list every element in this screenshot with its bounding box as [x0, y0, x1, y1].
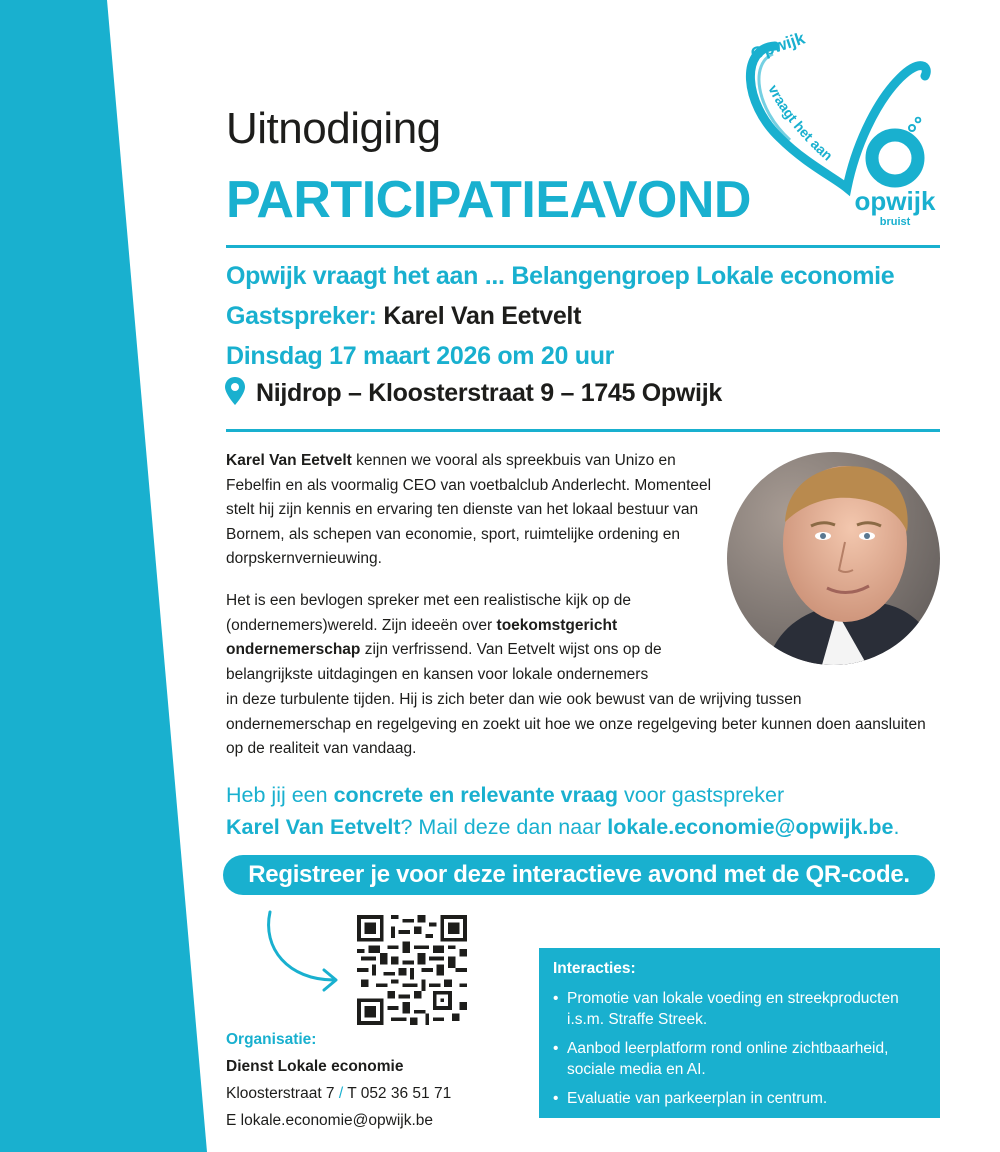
- organisation-separator: /: [338, 1085, 344, 1102]
- organisation-name: Dienst Lokale economie: [226, 1058, 404, 1075]
- info-location: Nijdrop – Kloosterstraat 9 – 1745 Opwijk: [256, 379, 722, 407]
- organisation-block: [226, 1026, 451, 1134]
- question-pre: Heb jij een: [226, 783, 334, 807]
- desc-bold: toekomstgericht ondernemerschap: [226, 616, 618, 659]
- speaker-photo: [727, 452, 940, 665]
- logo-tag: bruist: [879, 216, 911, 228]
- organisation-label: Organisatie:: [226, 1031, 317, 1048]
- logo-heart-arc-text: vraagt het aan: [765, 82, 836, 164]
- divider-bottom: [226, 429, 940, 432]
- interactions-list: [553, 988, 926, 1109]
- question-email-link[interactable]: lokale.economie@opwijk.be: [607, 815, 894, 839]
- info-datetime: Dinsdag 17 maart 2026 om 20 uur: [226, 342, 615, 370]
- curved-arrow-icon: [258, 908, 348, 998]
- interactions-title: Interacties:: [553, 960, 636, 977]
- opwijk-logo: [735, 28, 950, 238]
- question-end: .: [893, 815, 900, 839]
- divider-top: [226, 245, 940, 248]
- organisation-phone: T 052 36 51 71: [343, 1085, 452, 1102]
- info-organizer: Opwijk vraagt het aan ... Belangengroep Lokale economie: [226, 262, 895, 290]
- logo-word: opwijk: [854, 186, 936, 216]
- speaker-label: Gastspreker:: [226, 302, 377, 330]
- question-mid1: voor gastspreker: [618, 783, 785, 807]
- speaker-description-b: in deze turbulente tijden. Hij is zich beter dan wie ook bewust van de wrijving tussen ondernemerschap en regelgeving en zoekt uit hoe we onze regelgeving beter kunnen doen aansluiten op de realiteit van vandaag.: [226, 691, 926, 758]
- speaker-description-a: [226, 589, 716, 687]
- desc-part2: zijn verfrissend. Van Eetvelt wijst ons op de belangrijkste uitdagingen en kansen voor lokale ondernemers: [226, 641, 662, 683]
- organisation-contact: [226, 1080, 451, 1107]
- location-pin-icon: [224, 376, 246, 406]
- bio-text: kennen we vooral als spreekbuis van Unizo en Febelfin en als voormalig CEO van voetbalclub Anderlecht. Momenteel stelt hij zijn kennis en ervaring ten dienste van het lokaal bestuur van Bornem, als schepen van economie, sport, ruimtelijke ordening en dorpskernvernieuwing.: [226, 452, 712, 568]
- logo-heart-top-text: Opwijk: [748, 28, 808, 64]
- info-speaker: [226, 302, 581, 331]
- title-invitation: Uitnodiging: [226, 104, 441, 153]
- question-call: [226, 779, 899, 843]
- desc-part1: Het is een bevlogen spreker met een realistische kijk op de (ondernemers)wereld. Zijn ideeën over: [226, 592, 631, 634]
- interactions-box: [539, 948, 940, 1118]
- question-bold1: concrete en relevante vraag: [333, 783, 619, 807]
- register-banner: Registreer je voor deze interactieve avond met de QR-code.: [223, 855, 935, 895]
- interactions-item: • Aanbod leerplatform rond online zichtbaarheid, sociale media en AI.: [553, 1038, 926, 1080]
- bio-name: Karel Van Eetvelt: [226, 452, 352, 469]
- interactions-item: • Promotie van lokale voeding en streekproducten i.s.m. Straffe Streek.: [553, 988, 926, 1030]
- question-mid2: ? Mail deze dan naar: [400, 815, 608, 839]
- title-event: PARTICIPATIEAVOND: [226, 171, 751, 229]
- registration-qr-code[interactable]: [357, 915, 467, 1025]
- question-speaker: Karel Van Eetvelt: [226, 815, 401, 839]
- organisation-email[interactable]: E lokale.economie@opwijk.be: [226, 1112, 434, 1129]
- organisation-street: Kloosterstraat 7: [226, 1085, 339, 1102]
- sidebar-accent-band: [0, 0, 210, 1152]
- speaker-bio: [226, 449, 716, 572]
- interactions-item: • Evaluatie van parkeerplan in centrum.: [553, 1088, 926, 1109]
- speaker-name: Karel Van Eetvelt: [383, 302, 582, 330]
